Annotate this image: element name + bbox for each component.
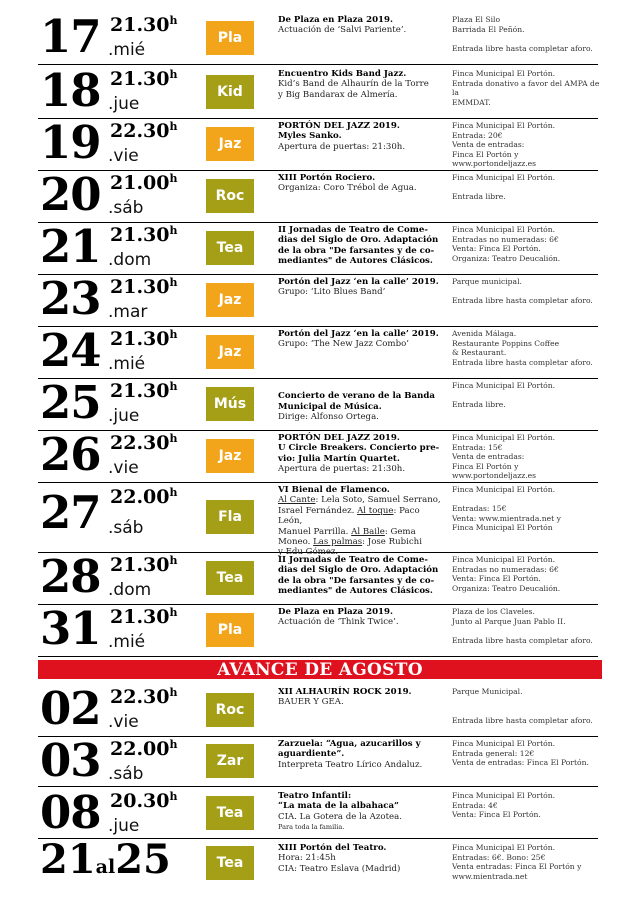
event-info-line: XIII Portón del Teatro. — [278, 843, 387, 853]
event-day: 26 — [40, 428, 101, 481]
event-info-line: mediantes" de Autores Clásicos. — [278, 586, 433, 597]
event-weekday: .vie — [108, 712, 139, 732]
event-info — [278, 225, 444, 267]
event-info-line: Manuel Parrilla. Al Baile: Gema — [278, 526, 416, 537]
event-info-line: dias del Siglo de Oro. Adaptación — [278, 565, 439, 576]
event-venue-line: Parque municipal. — [452, 277, 522, 286]
category-label: Mús — [213, 396, 247, 412]
event-time-value: 21.30 — [110, 606, 170, 628]
event-venue-line: Finca Municipal El Portón. — [452, 843, 555, 852]
event-weekday: .jue — [108, 406, 140, 426]
event-info-line: Grupo: ‘The New Jazz Combo’ — [278, 339, 409, 350]
category-badge — [206, 500, 254, 534]
event-time-value: 20.30 — [110, 790, 170, 812]
category-label: Jaz — [218, 292, 242, 308]
event-info — [278, 15, 444, 36]
category-badge — [206, 796, 254, 830]
event-info-line: II Jornadas de Teatro de Come- — [278, 225, 428, 235]
event-info — [278, 791, 444, 833]
event-info-line: XII ALHAURÍN ROCK 2019. — [278, 687, 412, 697]
event-weekday: .mié — [108, 40, 146, 60]
hour-suffix: h — [169, 606, 178, 619]
category-label: Pla — [217, 30, 243, 46]
event-weekday: .mié — [108, 632, 146, 652]
event-info — [278, 607, 444, 628]
category-label: Jaz — [218, 448, 242, 464]
event-venue-line: EMMDAT. — [452, 97, 491, 107]
event-day: 25 — [40, 376, 101, 429]
event-info-line: Apertura de puertas: 21:30h. — [278, 464, 406, 475]
event-info-line: Encuentro Kids Band Jazz. — [278, 69, 407, 79]
event-time-value: 21.00 — [110, 172, 170, 194]
category-label: Tea — [216, 805, 244, 821]
event-weekday: .sáb — [108, 198, 144, 218]
event-info-line: Kid’s Band de Alhaurín de la Torre — [278, 79, 429, 90]
event-info-line: Organiza: Coro Trébol de Agua. — [278, 183, 417, 194]
event-venue-line: Finca Municipal El Portón. — [452, 225, 555, 234]
hour-suffix: h — [169, 686, 178, 699]
event-venue — [452, 843, 602, 881]
event-row — [38, 378, 598, 431]
hour-suffix: h — [169, 120, 178, 133]
category-label: Jaz — [218, 136, 242, 152]
event-venue-line: Organiza: Teatro Deucalión. — [452, 583, 561, 593]
month-banner — [38, 660, 602, 679]
event-venue — [452, 277, 602, 306]
event-venue-line: Entrada libre hasta completar aforo. — [452, 43, 593, 53]
event-weekday: .jue — [108, 816, 140, 836]
event-venue — [452, 687, 602, 725]
event-venue-line — [452, 391, 602, 401]
category-badge — [206, 693, 254, 727]
event-day: 21 — [40, 220, 101, 273]
event-row-last — [38, 836, 598, 888]
event-venue-line — [452, 706, 602, 716]
event-venue-line: Entrada libre hasta completar aforo. — [452, 635, 593, 645]
category-label: Fla — [218, 509, 242, 525]
event-time — [110, 790, 178, 812]
event-info-line: CIA. La Gotera de la Azotea. — [278, 811, 402, 822]
event-venue-line — [452, 287, 602, 297]
event-weekday: .vie — [108, 146, 139, 166]
category-badge — [206, 846, 254, 880]
category-label: Roc — [215, 188, 245, 204]
event-info-line: Portón del Jazz ‘en la calle’ 2019. — [278, 277, 439, 287]
category-badge — [206, 127, 254, 161]
event-row — [38, 604, 598, 657]
event-venue-line: Plaza de los Claveles. — [452, 607, 535, 616]
event-info-line: VI Bienal de Flamenco. — [278, 485, 390, 495]
event-venue-line: Finca Municipal El Portón. — [452, 173, 555, 182]
event-venue-line: Finca Municipal El Portón. — [452, 121, 555, 130]
event-venue-line: Parque Municipal. — [452, 687, 523, 696]
hour-suffix: h — [169, 276, 178, 289]
event-row — [38, 66, 598, 119]
event-time-value: 21.30 — [110, 380, 170, 402]
event-day: 31 — [40, 602, 101, 655]
event-info — [278, 687, 444, 708]
event-info-line: vio: Julia Martín Quartet. — [278, 453, 400, 464]
category-badge — [206, 231, 254, 265]
event-venue-line — [452, 697, 602, 707]
event-time-value: 21.30 — [110, 328, 170, 350]
event-row — [38, 170, 598, 223]
event-venue-line: Finca Municipal El Portón. — [452, 739, 555, 748]
event-time — [110, 432, 178, 454]
event-weekday: .dom — [108, 250, 152, 270]
category-badge — [206, 439, 254, 473]
event-info-line: De Plaza en Plaza 2019. — [278, 607, 394, 617]
category-badge — [206, 387, 254, 421]
event-info-line: Municipal de Música. — [278, 401, 382, 412]
event-time — [110, 276, 178, 298]
event-info-line: De Plaza en Plaza 2019. — [278, 15, 394, 25]
event-venue — [452, 69, 602, 107]
event-venue — [452, 173, 602, 202]
event-row — [38, 430, 598, 483]
event-row — [38, 684, 598, 737]
event-venue-line: Venta entradas: Finca El Portón y — [452, 862, 582, 872]
event-venue — [452, 225, 602, 263]
event-venue-line: Entrada libre. — [452, 400, 506, 410]
event-venue — [452, 739, 602, 768]
date-range — [40, 836, 171, 883]
event-info-line: Para toda la familia. — [278, 823, 345, 832]
event-venue-line — [452, 34, 602, 44]
event-info-line: y Edu Gómez. — [278, 547, 339, 558]
category-badge — [206, 21, 254, 55]
category-label: Tea — [216, 240, 244, 256]
event-venue-line: Entradas: 6€. Bono: 25€ — [452, 852, 546, 862]
event-time — [110, 68, 178, 90]
hour-suffix: h — [169, 738, 178, 751]
event-row — [38, 274, 598, 327]
event-time-value: 21.30 — [110, 68, 170, 90]
event-info-line: Teatro Infantil: — [278, 791, 352, 801]
event-row — [38, 788, 598, 839]
event-info-line: XIII Portón Rociero. — [278, 173, 376, 183]
event-venue — [452, 121, 602, 169]
event-info-line: Interpreta Teatro Lírico Andaluz. — [278, 759, 423, 770]
event-venue-line: Venta de entradas: — [452, 140, 525, 150]
event-venue — [452, 329, 602, 367]
event-venue-line: Entradas no numeradas: 6€ — [452, 564, 559, 574]
event-time — [110, 380, 178, 402]
event-row — [38, 552, 598, 605]
event-info-line: Myles Sanko. — [278, 131, 342, 142]
event-info-line: CIA: Teatro Eslava (Madrid) — [278, 863, 401, 874]
date-connector: al — [95, 856, 116, 878]
category-badge — [206, 179, 254, 213]
event-info — [278, 485, 444, 558]
event-info — [278, 433, 444, 475]
event-venue — [452, 433, 602, 481]
event-venue-line: Venta: Finca El Portón. — [452, 574, 541, 584]
event-time — [110, 606, 178, 628]
hour-suffix: h — [169, 790, 178, 803]
event-day: 28 — [40, 550, 101, 603]
event-info-line: “La mata de la albahaca” — [278, 801, 400, 812]
event-info — [278, 329, 444, 350]
event-venue-line: Restaurante Poppins Coffee — [452, 338, 560, 348]
event-info-line: dias del Siglo de Oro. Adaptación — [278, 235, 439, 246]
event-time — [110, 738, 178, 760]
event-time-value: 21.30 — [110, 276, 170, 298]
event-info — [278, 739, 444, 770]
event-info — [278, 69, 444, 100]
event-info-line: Hora: 21:45h — [278, 853, 336, 864]
category-badge — [206, 744, 254, 778]
hour-suffix: h — [169, 68, 178, 81]
event-venue-line: Finca Municipal El Portón. — [452, 485, 555, 494]
event-row — [38, 222, 598, 275]
event-venue-line: Entrada libre hasta completar aforo. — [452, 357, 593, 367]
event-info — [278, 381, 444, 423]
event-weekday: .sáb — [108, 518, 144, 538]
event-day: 20 — [40, 168, 101, 221]
event-venue-line: Entrada libre. — [452, 192, 506, 202]
event-weekday: .jue — [108, 94, 140, 114]
event-venue-line: Entrada: 15€ — [452, 442, 503, 452]
event-time — [110, 486, 178, 508]
event-time — [110, 686, 178, 708]
event-day: 17 — [40, 10, 101, 63]
date-from: 21 — [40, 836, 96, 883]
event-venue-line: Entrada: 4€ — [452, 800, 498, 810]
category-badge — [206, 283, 254, 317]
event-info-line: BAUER Y GEA. — [278, 697, 344, 708]
event-venue-line: Finca Municipal El Portón. — [452, 555, 555, 564]
event-venue-line: Entrada: 20€ — [452, 130, 503, 140]
event-venue-line: Entrada donativo a favor del AMPA de la — [452, 78, 600, 98]
event-row — [38, 326, 598, 379]
event-time — [110, 554, 178, 576]
hour-suffix: h — [169, 172, 178, 185]
event-info-line: Grupo: ‘Lito Blues Band’ — [278, 287, 386, 298]
hour-suffix: h — [169, 486, 178, 499]
event-day: 18 — [40, 64, 101, 117]
category-label: Pla — [217, 622, 243, 638]
event-venue-line: Venta de entradas: Finca El Portón. — [452, 758, 589, 768]
event-venue — [452, 381, 602, 410]
event-venue-line: Finca Municipal El Portón. — [452, 791, 555, 800]
event-venue-line: Venta: Finca El Portón. — [452, 244, 541, 254]
event-weekday: .sáb — [108, 764, 144, 784]
event-info-line: mediantes" de Autores Clásicos. — [278, 256, 433, 267]
event-day: 27 — [40, 486, 101, 539]
event-day: 03 — [40, 734, 101, 787]
event-venue-line — [452, 495, 602, 505]
event-time-value: 22.30 — [110, 432, 170, 454]
event-venue-line: Finca El Portón y www.portondeljazz.es — [452, 149, 537, 169]
date-to: 25 — [115, 836, 171, 883]
event-time-value: 21.30 — [110, 14, 170, 36]
category-label: Jaz — [218, 344, 242, 360]
event-info-line: Dirige: Alfonso Ortega. — [278, 412, 379, 423]
event-venue-line: Barriada El Peñón. — [452, 24, 525, 34]
event-info-line: Moneo. Las palmas: Jose Rubichi — [278, 537, 422, 548]
event-row — [38, 12, 598, 65]
event-info-line: de la obra "De farsantes y de co- — [278, 245, 435, 256]
event-info-line: Apertura de puertas: 21:30h. — [278, 141, 406, 152]
event-info-line: de la obra "De farsantes y de co- — [278, 575, 435, 586]
event-info-line: Actuación de ‘Salvi Pariente’. — [278, 25, 407, 36]
event-info-line: PORTÓN DEL JAZZ 2019. — [278, 121, 400, 131]
category-badge — [206, 335, 254, 369]
event-time-value: 22.00 — [110, 486, 170, 508]
event-venue-line: & Restaurant. — [452, 348, 507, 358]
event-venue-line: Finca Municipal El Portón. — [452, 381, 555, 390]
event-info-line: Actuación de ‘Think Twice’. — [278, 617, 399, 628]
hour-suffix: h — [169, 432, 178, 445]
event-info-line: Portón del Jazz ‘en la calle’ 2019. — [278, 329, 439, 339]
category-label: Tea — [216, 570, 244, 586]
event-venue-line: Venta: Finca El Portón. — [452, 810, 541, 820]
event-time — [110, 172, 178, 194]
event-info-line — [278, 381, 444, 391]
event-time-value: 22.00 — [110, 738, 170, 760]
hour-suffix: h — [169, 380, 178, 393]
event-venue — [452, 607, 602, 645]
event-venue-line: Plaza El Silo — [452, 15, 501, 24]
hour-suffix: h — [169, 224, 178, 237]
category-label: Tea — [216, 855, 244, 871]
event-venue — [452, 485, 602, 533]
event-row — [38, 736, 598, 787]
event-row — [38, 118, 598, 171]
event-time-value: 21.30 — [110, 554, 170, 576]
event-venue-line — [452, 626, 602, 636]
hour-suffix: h — [169, 14, 178, 27]
event-venue-line: Entrada libre hasta completar aforo. — [452, 296, 593, 306]
banner-title: AVANCE DE AGOSTO — [217, 659, 423, 680]
event-weekday: .dom — [108, 580, 152, 600]
hour-suffix: h — [169, 554, 178, 567]
event-venue — [452, 15, 602, 53]
event-venue — [452, 791, 602, 820]
category-label: Roc — [215, 702, 245, 718]
event-venue-line: Avenida Málaga. — [452, 329, 517, 338]
event-venue-line: Entrada libre hasta completar aforo. — [452, 715, 593, 725]
event-row — [38, 482, 598, 558]
event-venue-line: Finca Municipal El Portón — [452, 523, 553, 533]
event-info — [278, 173, 444, 194]
event-day: 19 — [40, 116, 101, 169]
hour-suffix: h — [169, 328, 178, 341]
event-day: 24 — [40, 324, 101, 377]
event-venue-line: Venta de entradas: — [452, 452, 525, 462]
event-time — [110, 14, 178, 36]
event-info — [278, 121, 444, 152]
event-venue-line: www.mientrada.net — [452, 871, 528, 881]
event-venue-line: Venta: www.mientrada.net y — [452, 513, 561, 523]
event-venue-line — [452, 183, 602, 193]
event-info-line: PORTÓN DEL JAZZ 2019. — [278, 433, 400, 443]
category-label: Kid — [217, 84, 243, 100]
category-label: Zar — [216, 753, 244, 769]
event-weekday: .mar — [108, 302, 148, 322]
event-info-line: Zarzuela: “Agua, azucarillos y — [278, 739, 421, 749]
event-info-line: U Circle Breakers. Concierto pre- — [278, 443, 440, 454]
event-info-line: y Big Bandarax de Almería. — [278, 89, 398, 100]
event-day: 08 — [40, 786, 101, 839]
event-info-line: Israel Fernández. Al toque: Paco León, — [278, 505, 420, 527]
event-venue-line: Entradas no numeradas: 6€ — [452, 234, 559, 244]
event-time — [110, 328, 178, 350]
event-time-value: 22.30 — [110, 120, 170, 142]
event-info-line: II Jornadas de Teatro de Come- — [278, 555, 428, 565]
event-weekday: .mié — [108, 354, 146, 374]
category-badge — [206, 561, 254, 595]
event-info-line: Al Cante: Lela Soto, Samuel Serrano, — [278, 495, 441, 506]
event-day: 02 — [40, 682, 101, 735]
event-time-value: 22.30 — [110, 686, 170, 708]
category-badge — [206, 75, 254, 109]
event-venue-line: Finca Municipal El Portón. — [452, 433, 555, 442]
event-time-value: 21.30 — [110, 224, 170, 246]
event-time — [110, 120, 178, 142]
event-venue-line: Finca El Portón y www.portondeljazz.es — [452, 461, 537, 481]
event-info — [278, 277, 444, 298]
event-info-line: aguardiente”. — [278, 749, 345, 760]
category-badge — [206, 613, 254, 647]
event-day: 23 — [40, 272, 101, 325]
event-info-line: Concierto de verano de la Banda — [278, 391, 435, 402]
event-info — [278, 555, 444, 597]
event-venue-line: Entradas: 15€ — [452, 504, 507, 514]
event-time — [110, 224, 178, 246]
event-venue-line: Entrada general: 12€ — [452, 748, 535, 758]
event-info — [278, 843, 444, 874]
event-venue — [452, 555, 602, 593]
event-venue-line: Finca Municipal El Portón. — [452, 69, 555, 78]
event-weekday: .vie — [108, 458, 139, 478]
event-venue-line: Junto al Parque Juan Pablo II. — [452, 616, 566, 626]
event-venue-line: Organiza: Teatro Deucalión. — [452, 253, 561, 263]
